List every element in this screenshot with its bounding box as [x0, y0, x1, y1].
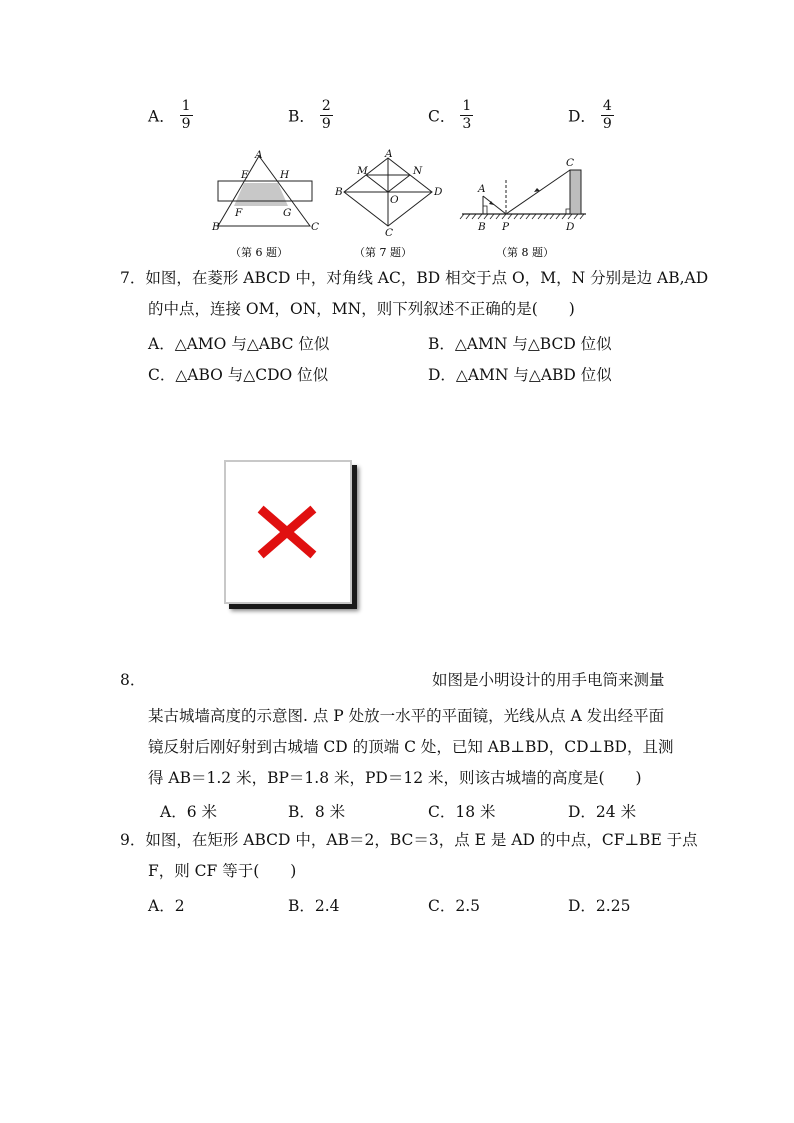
label-b: B	[212, 221, 220, 233]
q8-option-a: A．6 米	[160, 803, 217, 821]
figure-6-caption: （第 6 题）	[230, 246, 288, 259]
q8-line-4: 得 AB＝1.2 米，BP＝1.8 米，PD＝12 米，则该古城墙的高度是( )	[148, 769, 642, 787]
q9-option-d: D．2.25	[568, 897, 631, 915]
q9-line-1: 9．如图，在矩形 ABCD 中，AB＝2，BC＝3，点 E 是 AD 的中点，CF⊥BE 于点	[120, 831, 698, 849]
fraction: $\frac{4}{9}$	[602, 98, 612, 132]
q6-option-a: A． $\frac{1}{9}$	[148, 98, 191, 132]
q7-option-c: C．△ABO 与△CDO 位似	[148, 366, 329, 384]
figure-7	[330, 148, 450, 263]
q7-line-2: 的中点，连接 OM，ON，MN，则下列叙述不正确的是( )	[148, 300, 575, 318]
label-a: A	[385, 148, 393, 160]
label-o: O	[390, 194, 399, 206]
q8-option-d: D．24 米	[568, 803, 637, 821]
label-b: B	[478, 221, 486, 233]
figure-6	[210, 148, 325, 263]
label-c: C	[566, 157, 575, 169]
q9-option-c: C．2.5	[428, 897, 481, 915]
label-c: C	[385, 227, 394, 239]
figure-8	[456, 148, 596, 263]
q6-option-b: B． $\frac{2}{9}$	[288, 98, 331, 132]
q9-option-b: B．2.4	[288, 897, 340, 915]
label-b: B	[335, 186, 343, 198]
label-n: N	[413, 165, 423, 177]
q7-line-1: 7．如图，在菱形 ABCD 中，对角线 AC，BD 相交于点 O，M，N 分别是边 AB,AD	[120, 269, 709, 287]
label-g: G	[283, 207, 292, 219]
label-c: C	[311, 221, 320, 233]
label-p: P	[502, 221, 510, 233]
fraction: $\frac{1}{3}$	[462, 98, 472, 132]
q7-option-d: D．△AMN 与△ABD 位似	[428, 366, 612, 384]
q9-option-a: A．2	[148, 897, 185, 915]
q6-option-c: C． $\frac{1}{3}$	[428, 98, 472, 132]
label-f: F	[235, 207, 243, 219]
q7-option-b: B．△AMN 与△BCD 位似	[428, 335, 612, 353]
q8-option-c: C．18 米	[428, 803, 496, 821]
label-h: H	[280, 169, 290, 181]
figure-7-caption: （第 7 题）	[354, 246, 412, 259]
label-m: M	[357, 165, 368, 177]
q9-line-2: F，则 CF 等于( )	[148, 862, 297, 880]
q8-option-b: B．8 米	[288, 803, 346, 821]
label-a: A	[255, 149, 263, 161]
label-d: D	[566, 221, 575, 233]
broken-image-icon	[224, 460, 352, 604]
q8-line-2: 某古城墙高度的示意图. 点 P 处放一水平的平面镜，光线从点 A 发出经平面	[148, 707, 665, 725]
label-a: A	[478, 183, 486, 195]
fraction: $\frac{2}{9}$	[321, 98, 331, 132]
label-d: D	[434, 186, 443, 198]
q8-line-3: 镜反射后刚好射到古城墙 CD 的顶端 C 处，已知 AB⊥BD，CD⊥BD，且测	[148, 738, 674, 756]
q8-number: 8．	[120, 671, 146, 689]
q8-line-1: 如图是小明设计的用手电筒来测量	[432, 671, 665, 689]
q6-option-d: D． $\frac{4}{9}$	[568, 98, 612, 132]
q7-option-a: A．△AMO 与△ABC 位似	[148, 335, 330, 353]
label-e: E	[241, 169, 249, 181]
red-x-icon	[226, 462, 350, 602]
fraction: $\frac{1}{9}$	[181, 98, 191, 132]
figure-8-caption: （第 8 题）	[496, 246, 554, 259]
